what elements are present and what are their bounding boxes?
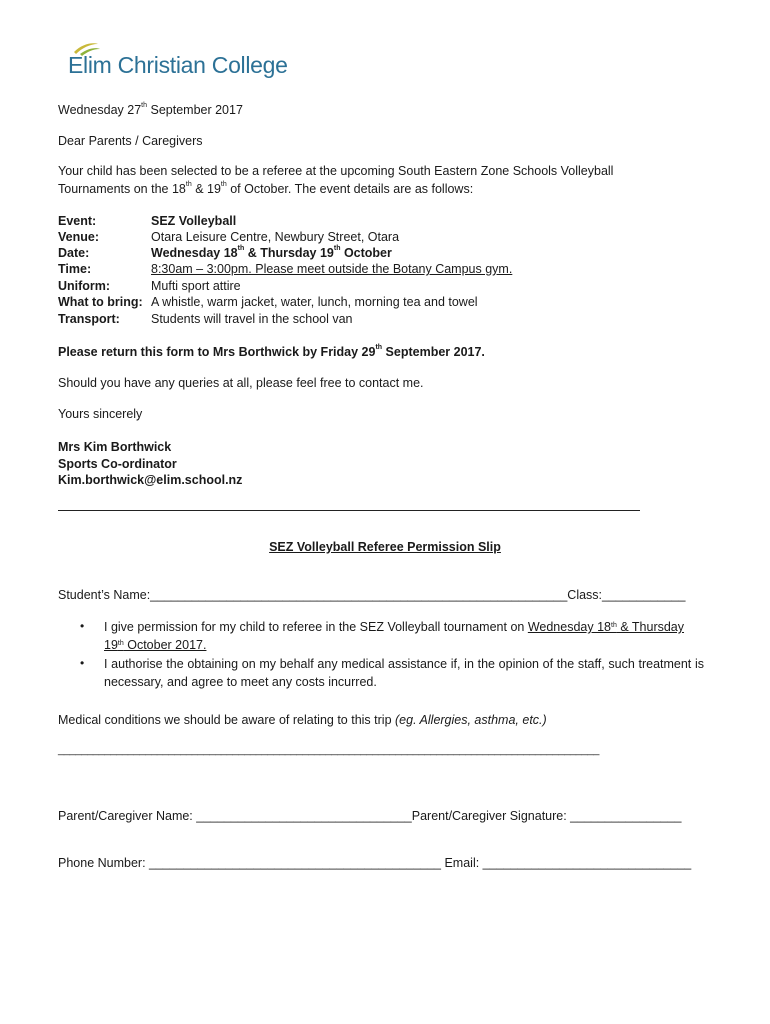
detail-what-to-bring [58, 295, 718, 311]
school-name-logo-text: Elim Christian College [68, 52, 288, 78]
detail-value: Students will travel in the school van [151, 312, 353, 326]
intro-line-1: Your child has been selected to be a referee at the upcoming South Eastern Zone Schools Volleyball [58, 164, 614, 178]
detail-value: 8:30am – 3:00pm. Please meet outside the Botany Campus gym. [151, 262, 513, 276]
detail-event [58, 214, 718, 230]
greeting: Dear Parents / Caregivers [58, 134, 203, 148]
detail-value: Otara Leisure Centre, Newbury Street, Otara [151, 230, 400, 244]
return-notice: Please return this form to Mrs Borthwick by Friday 29th September 2017. [58, 344, 485, 359]
permission-bullet-1: I give permission for my child to referee in the SEZ Volleyball tournament on Wednesday 18th & Thursday 19th October 2017. [104, 620, 685, 652]
closing-text: Yours sincerely [58, 407, 143, 421]
detail-label: Transport: [58, 312, 120, 326]
detail-uniform [58, 279, 718, 295]
detail-date [58, 246, 718, 262]
signatory-name: Mrs Kim Borthwick [58, 440, 172, 454]
medical-conditions-label: Medical conditions we should be aware of relating to this trip (eg. Allergies, asthma, etc.) [58, 713, 547, 727]
detail-label: Venue: [58, 230, 99, 244]
queries-text: Should you have any queries at all, please feel free to contact me. [58, 376, 424, 390]
bullet-icon: • [80, 619, 85, 633]
detail-label: Uniform: [58, 279, 111, 293]
signatory-title: Sports Co-ordinator [58, 457, 177, 471]
slip-title: SEZ Volleyball Referee Permission Slip [269, 540, 501, 554]
detail-venue [58, 230, 718, 246]
permission-bullet-2: I authorise the obtaining on my behalf any medical assistance if, in the opinion of the staff, such treatment is necessary, and agree to meet any costs incurred. [104, 657, 704, 689]
parent-name-signature-field[interactable]: Parent/Caregiver Name: _______________________________Parent/Caregiver Signature: ________________ [58, 809, 682, 823]
detail-label: Time: [58, 262, 92, 276]
detail-label: What to bring: [58, 295, 143, 309]
detail-transport [58, 312, 718, 328]
intro-line-2: Tournaments on the 18th & 19th of October. The event details are as follows: [58, 181, 474, 196]
bullet-icon: • [80, 656, 85, 670]
school-logo [60, 40, 300, 86]
detail-label: Event: [58, 214, 97, 228]
detail-value: Mufti sport attire [151, 279, 241, 293]
detail-value: Wednesday 18th & Thursday 19th October [151, 245, 392, 260]
medical-conditions-field[interactable]: _____________________________________________________________________________________________ [58, 744, 600, 756]
detail-label: Date: [58, 246, 90, 260]
detail-value: SEZ Volleyball [151, 214, 237, 228]
cut-line-divider [58, 510, 640, 511]
detail-time [58, 262, 718, 278]
phone-email-field[interactable]: Phone Number: __________________________________________ Email: ______________________________ [58, 856, 692, 870]
signatory-email: Kim.borthwick@elim.school.nz [58, 473, 243, 487]
student-name-class-field[interactable]: Student’s Name:____________________________________________________________Class:____________ [58, 588, 686, 602]
detail-value: A whistle, warm jacket, water, lunch, morning tea and towel [151, 295, 478, 309]
letter-date: Wednesday 27th September 2017 [58, 102, 243, 117]
